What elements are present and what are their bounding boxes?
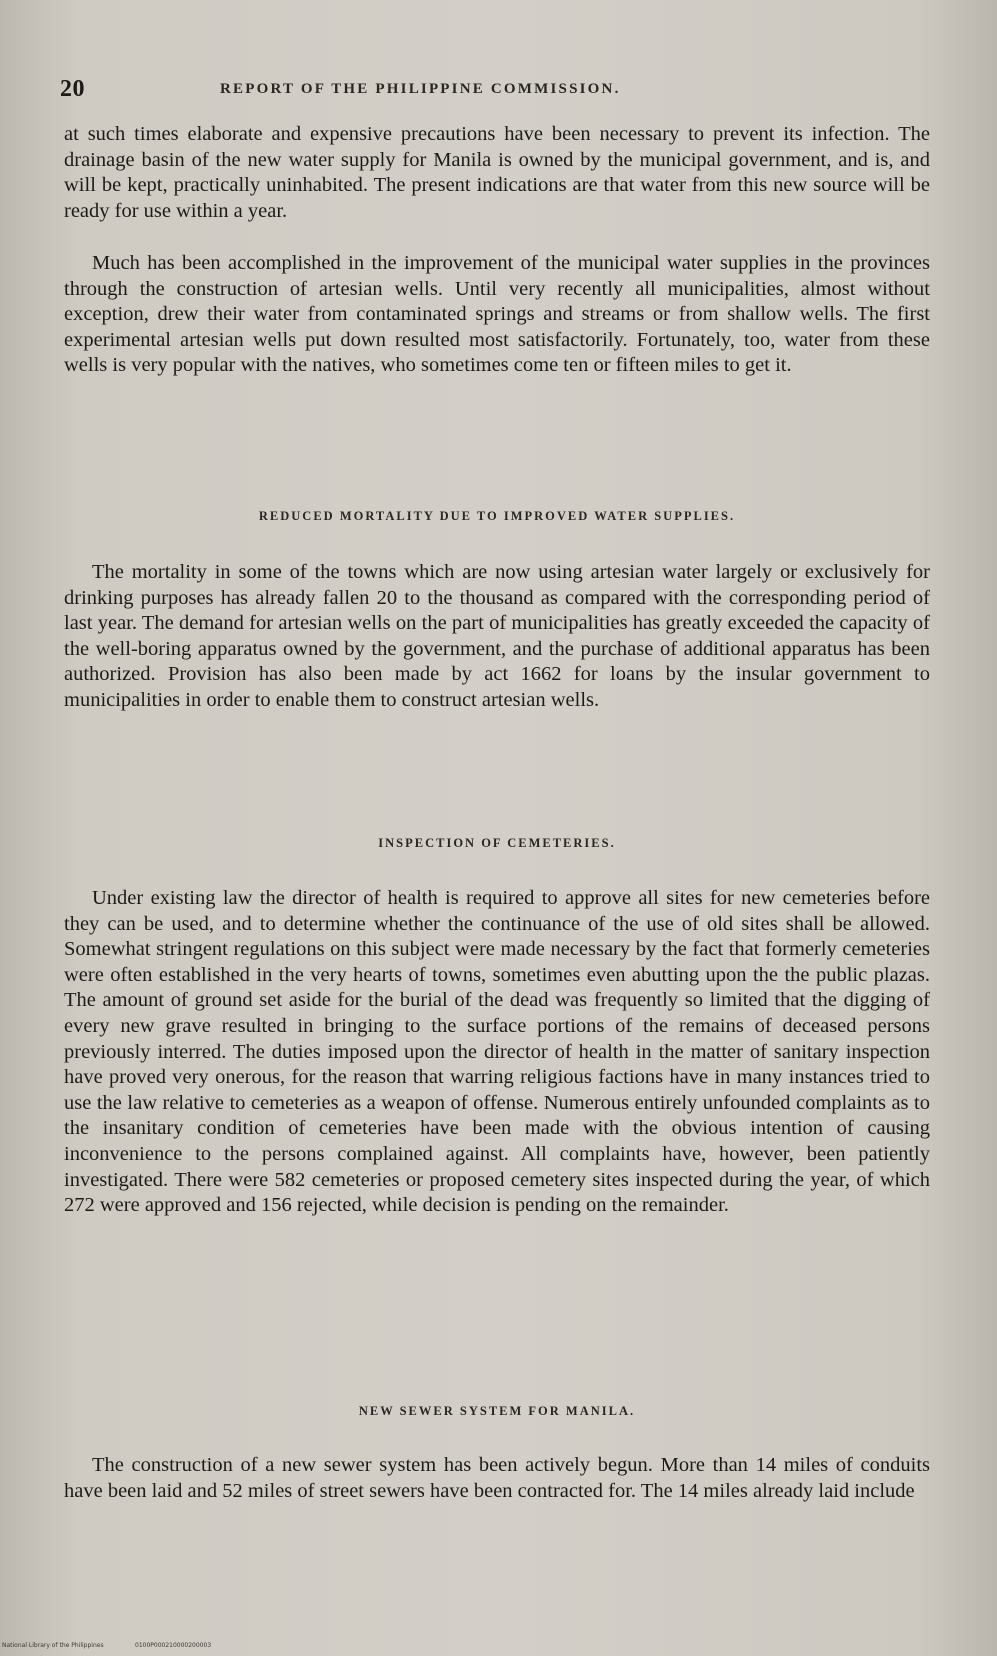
section-text-reduced-mortality: The mortality in some of the towns which are now using artesian water largely or exclusively for drinking purposes has already fallen 20 to the thousand as compared with the corresponding period of last year. The demand for artesian wells on the part of municipalities has greatly exceeded the capacity of the well-boring apparatus owned by the government, and the purchase of additional apparatus has been authorized. Provision has also been made by act 1662 for loans by the insular government to municipalities in order to enable them to construct artesian wells. <box>64 561 930 711</box>
paragraph-artesian-wells: Much has been accomplished in the improvement of the municipal water supplies in the provinces through the construction of artesian wells. Until very recently all municipalities, almost without exception, drew their water from contaminated springs and streams or from shallow wells. The first experimental artesian wells put down resulted most satisfactorily. Fortunately, too, water from these wells is very popular with the natives, who sometimes come ten or fifteen miles to get it. <box>64 252 930 377</box>
footer-identifier: 0100P000210000200003 <box>135 1642 212 1649</box>
running-head: REPORT OF THE PHILIPPINE COMMISSION. <box>220 81 621 97</box>
section-text-cemeteries: Under existing law the director of health is required to approve all sites for new cemeteries before they can be used, and to determine whether the continuance of the use of old sites shall be allowed. Somewhat stringent regulations on this subject were made necessary by the fact that formerly cemeteries were often established in the very hearts of towns, sometimes even abutting upon the the public plazas. The amount of ground set aside for the burial of the dead was frequently so limited that the digging of every new grave resulted in bringing to the surface portions of the remains of deceased persons previously interred. The duties imposed upon the director of health in the matter of sanitary inspection have proved very onerous, for the reason that warring religious factions have in many instances tried to use the law relative to cemeteries as a weapon of offense. Numerous entirely unfounded complaints as to the insanitary condition of cemeteries have been made with the obvious intention of causing inconvenience to the persons complained against. All complaints have, however, been patiently investigated. There were 582 cemeteries or proposed cemetery sites inspected during the year, of which 272 were approved and 156 rejected, while decision is pending on the remainder. <box>64 887 930 1217</box>
page-header <box>60 76 930 106</box>
paragraph-continuation: at such times elaborate and expensive precautions have been necessary to prevent its infection. The drainage basin of the new water supply for Manila is owned by the municipal government, and is, and will be kept, practically uninhabited. The present indications are that water from this new source will be ready for use within a year. <box>64 123 930 222</box>
section-text-sewer: The construction of a new sewer system has been actively begun. More than 14 miles of conduits have been laid and 52 miles of street sewers have been contracted for. The 14 miles already laid include <box>64 1454 930 1502</box>
section-heading-sewer: NEW SEWER SYSTEM FOR MANILA. <box>358 1404 636 1418</box>
page-number: 20 <box>60 76 85 102</box>
footer-library: National Library of the Philippines <box>2 1642 104 1649</box>
section-heading-cemeteries: INSPECTION OF CEMETERIES. <box>378 836 616 850</box>
section-heading-reduced-mortality: REDUCED MORTALITY DUE TO IMPROVED WATER SUPPLIES. <box>258 509 736 523</box>
